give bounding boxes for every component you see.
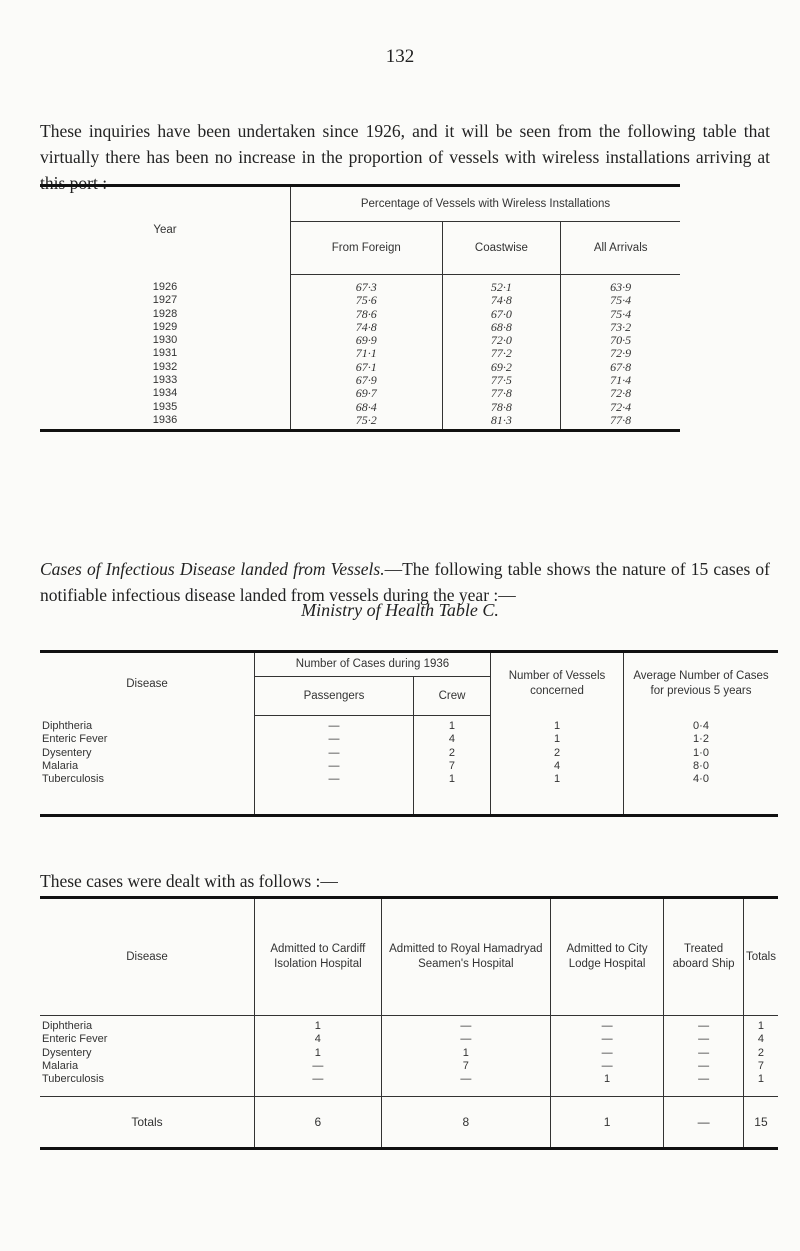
row-label: 1929: [40, 321, 291, 334]
table-row: [40, 361, 680, 374]
table-cell: 75·6: [291, 294, 443, 307]
table-cell: 72·4: [610, 399, 632, 414]
table-cell: —: [550, 1033, 663, 1046]
table-cell: 1: [381, 1047, 550, 1060]
table-row: [40, 1047, 778, 1060]
table-cell: 67·0: [442, 308, 561, 321]
table-row: [40, 308, 680, 321]
table-cell: 75·4: [610, 293, 632, 308]
table-cell: 52·1: [442, 275, 561, 295]
cases-heading: Cases of Infectious Disease landed from Vessels.: [40, 558, 385, 579]
row-label: Diphtheria: [42, 1020, 93, 1032]
row-label: 1926: [40, 275, 291, 295]
row-label: Tuberculosis: [42, 1073, 104, 1086]
table-cell: 63·9: [610, 280, 632, 294]
table-row: [40, 1016, 778, 1034]
table-cell: 1: [413, 773, 490, 816]
table-row: [40, 401, 680, 414]
table-cell: 4: [413, 733, 490, 746]
cases-text: —The following table shows the nature of 15 cases of notifiable infectious disease landed from vessels during the year :—: [40, 558, 770, 605]
row-label: Malaria: [42, 759, 79, 772]
table-cell: 72·8: [610, 386, 632, 401]
table-row: [40, 374, 680, 387]
table-row: [40, 747, 778, 760]
table-cell: 67·1: [291, 361, 443, 374]
row-label: 1927: [40, 294, 291, 307]
row-label: 1928: [40, 308, 291, 321]
table-cell: 7: [743, 1060, 778, 1073]
table-cell: 72·0: [442, 334, 561, 347]
crew-header: Crew: [413, 677, 490, 716]
table-cell: 4: [743, 1033, 778, 1046]
row-label: 1936: [40, 414, 291, 431]
table-cell: —: [255, 733, 414, 746]
cases-group-header: Number of Cases during 1936: [255, 652, 491, 677]
table-cell: 1: [491, 716, 624, 734]
dealt-paragraph: These cases were dealt with as follows :—: [40, 870, 338, 891]
t3-cardiff-header: Admitted to Cardiff Isolation Hospital: [255, 898, 382, 1016]
table-cell: 1: [743, 1073, 778, 1097]
table-cell: 75·4: [610, 306, 632, 321]
t3-aboard-header: Treated aboard Ship: [664, 898, 744, 1016]
table-cell: 70·5: [610, 333, 632, 348]
table-cell: 81·3: [442, 414, 561, 431]
col-header-all-arrivals: All Arrivals: [561, 222, 680, 275]
wireless-installations-table: [40, 184, 680, 432]
disposal-table: [40, 896, 778, 1150]
table-row: [40, 347, 680, 360]
page-number: 132: [385, 46, 415, 67]
passengers-header: Passengers: [255, 677, 414, 716]
table-cell: 1·0: [624, 747, 779, 760]
table-cell: —: [381, 1033, 550, 1046]
infectious-disease-table: [40, 650, 778, 817]
totals-label: Totals: [40, 1097, 255, 1149]
row-label: Dysentery: [42, 746, 92, 759]
table-cell: 1: [743, 1016, 778, 1034]
totals-cell: —: [664, 1097, 744, 1149]
table-cell: 77·8: [610, 412, 632, 427]
t3-hamadryad-header: Admitted to Royal Hamadryad Seamen's Hospital: [381, 898, 550, 1016]
table-cell: 1: [491, 733, 624, 746]
table-c-title: Ministry of Health Table C.: [301, 600, 499, 620]
totals-cell: 6: [255, 1097, 382, 1149]
table-cell: 78·6: [291, 308, 443, 321]
table-cell: —: [255, 773, 414, 816]
table-cell: 2: [491, 747, 624, 760]
table-cell: —: [550, 1060, 663, 1073]
table-cell: —: [255, 716, 414, 734]
row-label: Diphtheria: [42, 719, 93, 732]
table-cell: 4·0: [624, 773, 779, 816]
table-cell: —: [664, 1060, 744, 1073]
totals-cell: 1: [550, 1097, 663, 1149]
table-row: [40, 1073, 778, 1097]
totals-cell: 15: [743, 1097, 778, 1149]
col-header-foreign: From Foreign: [291, 222, 443, 275]
row-label: Tuberculosis: [42, 773, 104, 786]
table-cell: —: [550, 1016, 663, 1034]
table-row: [40, 294, 680, 307]
table-row: [40, 760, 778, 773]
table-cell: 69·7: [291, 387, 443, 400]
table-row: [40, 275, 680, 295]
row-label: Dysentery: [42, 1046, 92, 1059]
table-cell: —: [664, 1033, 744, 1046]
table-cell: 1: [491, 773, 624, 816]
t3-totals-header: Totals: [743, 898, 778, 1016]
percentage-group-header: Percentage of Vessels with Wireless Installations: [291, 186, 681, 222]
col-header-coastwise: Coastwise: [442, 222, 561, 275]
table-cell: 7: [381, 1060, 550, 1073]
table-row: [40, 1033, 778, 1046]
table-row: [40, 773, 778, 816]
average-header: Average Number of Cases for previous 5 years: [624, 652, 779, 716]
table-cell: —: [255, 760, 414, 773]
row-label: 1930: [40, 334, 291, 347]
table-cell: —: [255, 1073, 382, 1097]
table-cell: 69·2: [442, 361, 561, 374]
table-row: [40, 716, 778, 734]
disease-header: Disease: [126, 677, 168, 690]
table-cell: 4: [491, 760, 624, 773]
row-label: 1935: [40, 401, 291, 414]
vessels-header: Number of Vessels concerned: [491, 652, 624, 716]
table-row: [40, 387, 680, 400]
row-label: Malaria: [42, 1059, 79, 1072]
row-label: 1933: [40, 374, 291, 387]
table-cell: 74·8: [442, 294, 561, 307]
totals-cell: 8: [381, 1097, 550, 1149]
table-cell: —: [381, 1073, 550, 1097]
table-row: [40, 321, 680, 334]
table-cell: —: [664, 1073, 744, 1097]
table-cell: 2: [413, 747, 490, 760]
table-cell: 71·1: [291, 347, 443, 360]
table-cell: 75·2: [291, 414, 443, 431]
row-label: 1932: [40, 361, 291, 374]
intro-paragraph: These inquiries have been undertaken since 1926, and it will be seen from the following table that virtually there has been no increase in the proportion of vessels with wireless installations arriving at this port :—: [40, 120, 770, 193]
table-cell: 77·5: [442, 374, 561, 387]
table-cell: 67·9: [291, 374, 443, 387]
table-row: [40, 733, 778, 746]
table-cell: —: [255, 1060, 382, 1073]
table-cell: 0·4: [624, 716, 779, 734]
table-cell: 1: [413, 716, 490, 734]
table-cell: —: [381, 1016, 550, 1034]
table-cell: 67·8: [610, 359, 632, 374]
table-cell: 1: [550, 1073, 663, 1097]
row-label: 1934: [40, 387, 291, 400]
totals-row: [40, 1097, 778, 1149]
table-cell: 1: [255, 1047, 382, 1060]
table-row: [40, 414, 680, 431]
table-cell: 8·0: [624, 760, 779, 773]
table-row: [40, 1060, 778, 1073]
table-cell: 68·4: [291, 401, 443, 414]
table-cell: 2: [743, 1047, 778, 1060]
table-cell: —: [664, 1047, 744, 1060]
table-cell: —: [664, 1016, 744, 1034]
table-cell: 77·8: [442, 387, 561, 400]
table-cell: 1·2: [624, 733, 779, 746]
row-label: Enteric Fever: [42, 733, 108, 746]
t3-city-lodge-header: Admitted to City Lodge Hospital: [550, 898, 663, 1016]
year-header: Year: [40, 186, 291, 275]
table-cell: —: [255, 747, 414, 760]
t3-disease-header: Disease: [40, 898, 255, 1016]
table-cell: 72·9: [610, 346, 632, 361]
table-cell: 7: [413, 760, 490, 773]
table-cell: 74·8: [291, 321, 443, 334]
table-cell: 78·8: [442, 401, 561, 414]
table-cell: 68·8: [442, 321, 561, 334]
table-row: [40, 334, 680, 347]
table-cell: 69·9: [291, 334, 443, 347]
row-label: Enteric Fever: [42, 1033, 108, 1046]
table-cell: 67·3: [291, 275, 443, 295]
table-cell: 4: [255, 1033, 382, 1046]
table-cell: 1: [255, 1016, 382, 1034]
table-cell: —: [550, 1047, 663, 1060]
row-label: 1931: [40, 347, 291, 360]
table-cell: 71·4: [610, 373, 632, 388]
table-cell: 77·2: [442, 347, 561, 360]
table-cell: 73·2: [610, 319, 632, 334]
